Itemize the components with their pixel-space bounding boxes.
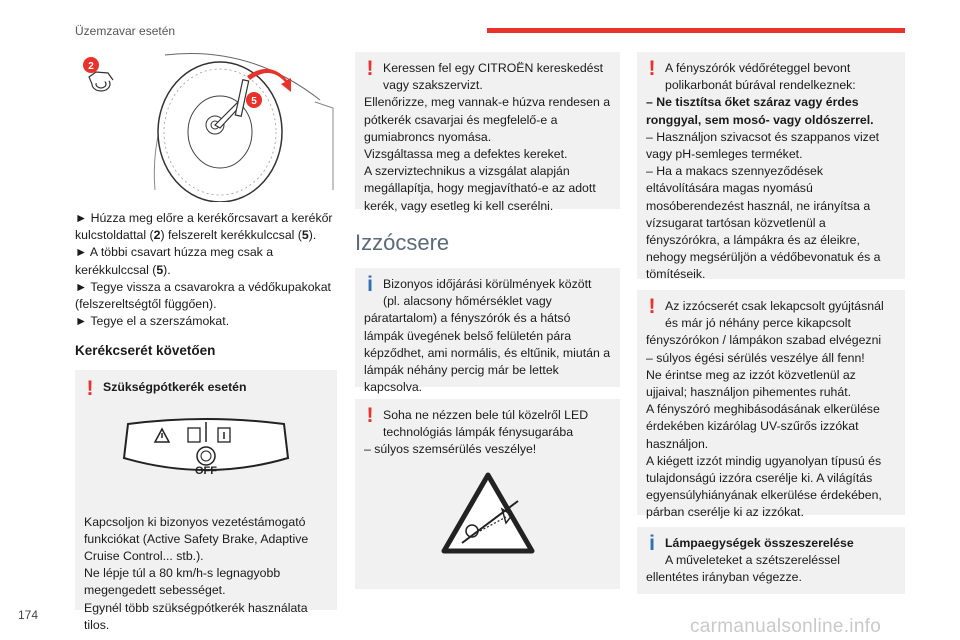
- dashboard-button-panel: [118, 418, 294, 478]
- dealer-warning-box: [355, 52, 620, 213]
- step-2: [75, 244, 337, 278]
- spare-wheel-warning-box: [75, 370, 337, 632]
- warning-exclamation-icon: !: [648, 57, 656, 80]
- headlamp-warning-first: A fényszórók védőréteggel bevont polikarbonát búrával rendelkeznek:: [665, 61, 856, 93]
- steps-list: [75, 210, 337, 330]
- info-icon: i: [649, 532, 655, 555]
- lock-bolt-icon: [89, 72, 113, 91]
- warning-body: Kapcsoljon ki bizonyos vezetéstámogató funkciókat (Active Safety Brake, Adaptive Cruise Control... stb.). Ne lépje túl a 80 km/h-s legnagyobb megengedett sebességet. Egynél több szükségpótkerék használata tilos.: [84, 514, 309, 632]
- condensation-info-rest: páratartalom) a fényszórók és a hátsó lámpák üvegének belső felületén pára képződhet, ami normális, és eltűnik, miután a lámpák néhány percig már be lettek kapcsolva.: [364, 311, 611, 395]
- step-1-text-a: ► Húzza meg előre a kerékőrcsavart a kerékőr kulcstoldattal (: [75, 211, 333, 243]
- led-warning-first: Soha ne nézzen bele túl közelről LED technológiás lámpák fénysugarába: [383, 408, 589, 440]
- step-1-ref-5: 5: [301, 228, 309, 243]
- do-not-look-at-led-icon: [440, 471, 536, 557]
- wheel-illustration: [75, 40, 337, 202]
- headlamp-warning-rest: – Használjon szivacsot és szappanos vizet vagy pH-semleges terméket. – Ha a makacs szennyeződések eltávolítására magas nyomású mosóberendezést használ, ne irányítsa a vízsugarat tartósan közvetlenül a fényszórókra, a lámpákra és az éleikre, nehogy megsérüljön a védőbevonatuk és a tömítéseik.: [646, 129, 881, 282]
- step-2-text-b: ).: [163, 262, 171, 277]
- led-warning-pictogram: [440, 471, 536, 557]
- running-header-title: Üzemzavar esetén: [75, 24, 176, 38]
- warning-exclamation-icon: !: [648, 295, 656, 318]
- step-1: [75, 210, 337, 244]
- column-1: [75, 40, 337, 632]
- warning-exclamation-icon: !: [366, 57, 374, 80]
- header-accent-bar: [487, 28, 905, 33]
- headlamp-warning-bold: – Ne tisztítsa őket száraz vagy érdes ronggyal, sem mosó- vagy oldószerrel.: [646, 95, 874, 127]
- warning-exclamation-icon: !: [366, 404, 374, 427]
- column-2: [355, 52, 620, 589]
- page-number: 174: [18, 608, 39, 622]
- warning-exclamation-icon: !: [86, 377, 94, 401]
- led-warning-box: [355, 399, 620, 589]
- led-warning-rest: – súlyos szemsérülés veszélye!: [364, 442, 537, 457]
- step-3: ► Tegye vissza a csavarokra a védőkupakokat (felszereltségtől függően).: [75, 279, 331, 312]
- warning-title: Szükségpótkerék esetén: [103, 380, 247, 395]
- watermark: carmanualsonline.info: [690, 616, 882, 637]
- section-title-bulb-change: Izzócsere: [355, 230, 450, 255]
- info-icon: i: [367, 273, 373, 296]
- step-1-ref-2: 2: [153, 228, 161, 243]
- step-1-text-c: ).: [308, 228, 317, 243]
- section-heading-after-wheel-change: Kerékcserét követően: [75, 343, 216, 359]
- assembly-info-first: A műveleteket a szétszereléssel: [665, 553, 840, 568]
- bulb-warning-first: Az izzócserét csak lekapcsolt gyújtásnál és már jó néhány perce kikapcsolt: [665, 299, 884, 331]
- badge-2: [83, 57, 99, 73]
- bulb-change-warning-box: [637, 290, 905, 520]
- step-2-text-a: ► A többi csavart húzza meg csak a kerékkulccsal (: [75, 245, 274, 277]
- assembly-info-title: Lámpaegységek összeszerelése: [665, 536, 854, 550]
- column-3: [637, 52, 905, 594]
- tire-icon: [158, 62, 282, 202]
- step-2-ref-5: 5: [156, 262, 164, 277]
- condensation-info-box: [355, 268, 620, 395]
- step-4: ► Tegye el a szerszámokat.: [75, 314, 230, 329]
- bulb-warning-rest: fényszórókon / lámpákon szabad elvégezni – súlyos égési sérülés veszélye áll fenn! Ne érintse meg az izzót közvetlenül az ujjaival; használjon pihementes ruhát. A fényszóró meghibásodásának elkerülése érdekében kizárólag UV-szűrős izzókat használjon. A kiégett izzót mindig ugyanolyan típusú és tulajdonságú izzóra cserélje ki. A világítás egyensúlyhiányának elkerülése érdekében, párban cserélje ki az izzókat.: [646, 333, 882, 520]
- badge-5: [246, 92, 262, 108]
- lamp-assembly-info-box: [637, 527, 905, 594]
- dealer-warning-first: Keressen fel egy CITROËN kereskedést vagy szakszervizt.: [383, 61, 604, 93]
- step-1-text-b: ) felszerelt kerékkulccsal (: [160, 228, 302, 243]
- badge-5-label: 5: [251, 96, 257, 107]
- badge-2-label: 2: [88, 61, 94, 72]
- assembly-info-rest: ellentétes irányban végezze.: [646, 570, 802, 585]
- dealer-warning-rest: Ellenőrizze, meg vannak-e húzva rendesen a pótkerék csavarjai és megfelelő-e a gumiabroncs nyomása. Vizsgáltassa meg a defektes kereket. A szerviztechnikus a vizsgálat alapján megállapítja, hogy megjavítható-e az adott kerék, vagy esetleg ki kell cserélni.: [364, 95, 611, 213]
- headlamp-cleaning-warning-box: [637, 52, 905, 282]
- condensation-info-first: Bizonyos időjárási körülmények között (pl. alacsony hőmérséklet vagy: [383, 277, 592, 309]
- off-label: OFF: [195, 464, 217, 477]
- wheel-bolt-illustration: [75, 40, 337, 202]
